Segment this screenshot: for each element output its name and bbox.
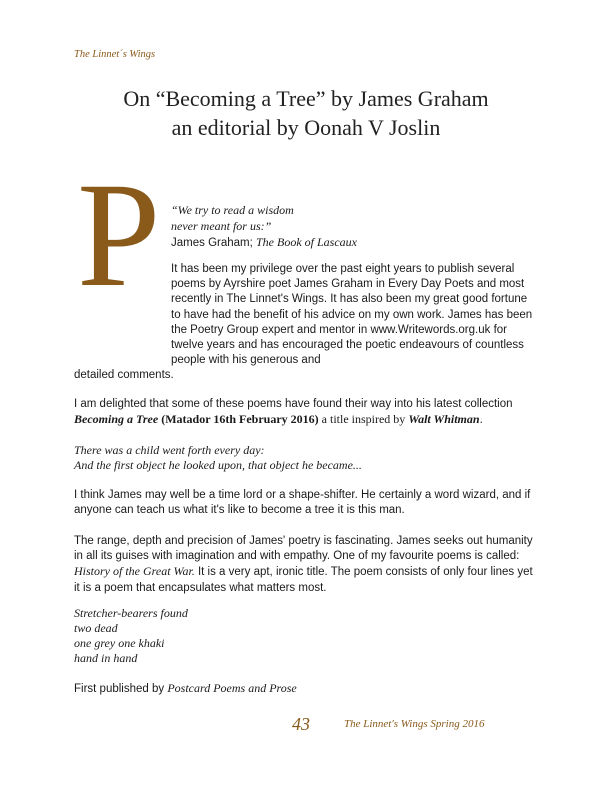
collection-lead: I am delighted that some of these poems have found their way into his latest collection — [74, 398, 513, 410]
footer-issue: The Linnet's Wings Spring 2016 — [344, 718, 485, 730]
page-title — [0, 84, 612, 142]
credit-source: Postcard Poems and Prose — [167, 681, 297, 695]
epigraph-author: James Graham; — [171, 237, 256, 249]
poem-excerpt — [74, 606, 188, 666]
publisher-info: (Matador 16th February 2016) — [158, 412, 319, 427]
intro-paragraph: It has been my privilege over the past eight years to publish several poems by Ayrshire poet James Graham in Every Day Poets and most recently in The Linnet's Wings. It has also been my great good fortune to have had the benefit of his advice on my own work. James has been the Poetry Group expert and mentor in www.Writewords.org.uk for twelve years and has encouraged the poetic endeavours of countless people with his generous and — [171, 263, 533, 367]
credit-line — [74, 681, 540, 697]
book-title: Becoming a Tree — [74, 412, 159, 427]
collection-paragraph — [74, 397, 540, 428]
epigraph-attribution — [171, 234, 357, 251]
poem-line-3: one grey one khaki — [74, 636, 165, 650]
credit-lead: First published by — [74, 683, 168, 695]
quote-line-1: There was a child went forth every day: — [74, 443, 265, 457]
range-paragraph — [74, 534, 540, 596]
whitman-quote — [74, 443, 362, 473]
poem-line-4: hand in hand — [74, 651, 138, 665]
epigraph-line-1: “We try to read a wisdom — [171, 203, 294, 217]
epigraph — [171, 202, 357, 251]
epigraph-line-2: never meant for us:” — [171, 219, 272, 233]
poem-line-1: Stretcher-bearers found — [74, 606, 188, 620]
collection-end: . — [479, 414, 483, 427]
running-header: The Linnet´s Wings — [74, 49, 156, 60]
title-line-1: On “Becoming a Tree” by James Graham — [123, 86, 489, 111]
intro-paragraph-tail: detailed comments. — [74, 369, 174, 381]
title-line-2: an editorial by Oonah V Joslin — [171, 115, 441, 140]
drop-cap: P — [77, 152, 161, 318]
epigraph-source: The Book of Lascaux — [256, 235, 357, 249]
range-lead: The range, depth and precision of James' poetry is fascinating. James seeks out humanity in all its guises with imagination and with empathy. One of my favourite poems is called: — [74, 535, 533, 563]
range-rest: It is a very apt, ironic title. The poem consists of only four lines yet it is a poem that encapsulates what matters most. — [74, 566, 533, 594]
poem-line-2: two dead — [74, 621, 118, 635]
collection-mid: a title inspired by — [318, 412, 409, 427]
time-lord-paragraph: I think James may well be a time lord or a shape-shifter. He certainly a word wizard, and if anyone can teach us what it's like to become a tree it is this man. — [74, 489, 531, 517]
quote-line-2: And the first object he looked upon, that object he became... — [74, 458, 362, 472]
poet-name: Walt Whitman — [408, 412, 480, 427]
page-number: 43 — [292, 714, 310, 734]
poem-title: History of the Great War. — [74, 564, 195, 579]
